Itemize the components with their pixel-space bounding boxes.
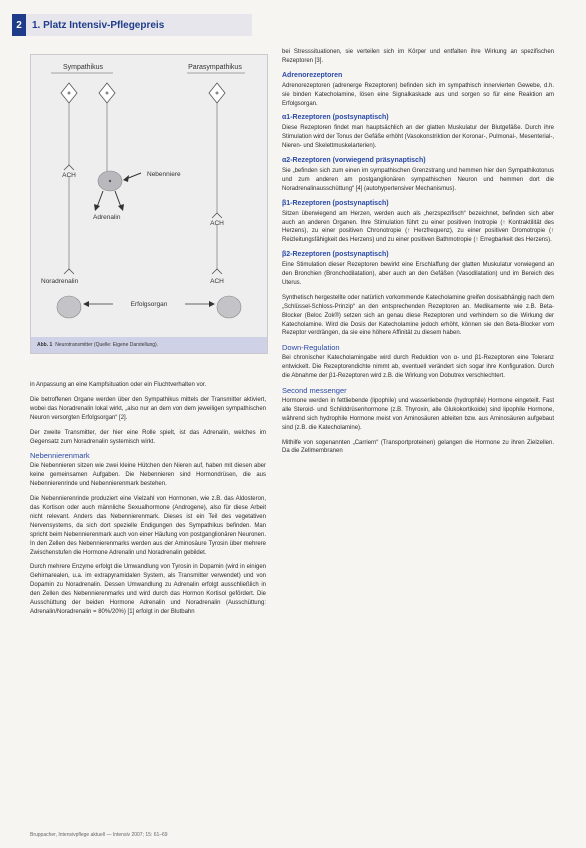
paragraph: bei Stresssituationen, sie verteilen sich im Körper und entfalten ihre Wirkung an spezifischen Rezeptoren [3].	[282, 49, 554, 64]
label-ach-1: ACH	[62, 172, 76, 179]
effector-organ-right	[217, 296, 241, 318]
caption-text: Neurotransmitter (Quelle: Eigene Darstellung).	[55, 342, 159, 348]
paragraph: Die Nebennieren sitzen wie zwei kleine Hütchen den Nieren auf, haben mit diesen aber keine gemeinsamen Aufgaben. Die Nebennieren sind Hormondrüsen, die aus Nebennierenrinde und Nebennierenmark bestehen.	[30, 463, 266, 488]
figure-neurotransmitter	[30, 54, 268, 354]
paragraph: Hormone werden in fettliebende (lipophile) und wasserliebende (hydrophile) Hormone eingeteilt. Fast alle Steroid- und Schilddrüsenhormone (z.B. Thyroxin, alle Glukokortikoide) sind lipophile Hormone, während sich hydrophile Hormone meist von Aminosäuren ableiten bzw. aus Aminosäuren aufgebaut sind (z.B. die Katecholamine).	[282, 397, 554, 431]
paragraph: in Anpassung an eine Kampfsituation oder ein Fluchtverhalten vor.	[30, 382, 207, 388]
label-noradrenalin: Noradrenalin	[41, 278, 79, 285]
paragraph: Synthetisch hergestellte oder natürlich vorkommende Katecholamine greifen dosisabhängig nach dem „Schlüssel-Schloss-Prinzip“ an den entsprechenden Rezeptoren an. Medikamente wie z.B. Beta-Blocker (Beloc Zok®) setzen sich an genau diese Rezeptoren und verhindern so die Wirkung der Katecholamine. Wird die Dosis der Katecholamine jedoch erhöht, können sie den Beta-Blocker vom Rezeptor verdrängen, da sie eine höhere Affinität zu diesem haben.	[282, 294, 554, 337]
figure-diagram	[31, 55, 267, 353]
paragraph: Bei chronischer Katecholamingabe wird durch Reduktion von α- und β1-Rezeptoren eine Toleranz entwickelt. Die Rezeptorendichte nimmt ab, eventuell verändert sich sogar ihre Konfiguration. Durch die Abnahme der β1-Rezeptoren wird z.B. die Wirkung von Dobutrex verschlechtert.	[282, 355, 554, 380]
paragraph: Sie „befinden sich zum einen im sympathischen Grenzstrang und hemmen hier den Sympathikotonus und zum anderen am postganglionären sympathischen Neuron und hemmen dort die Noradrenalinausschüttung“ [4] (autohypertensiver Mechanismus).	[282, 167, 554, 192]
section-heading: Adrenorezeptoren	[282, 71, 343, 79]
label-ach-2: ACH	[210, 220, 224, 227]
paragraph: Mithilfe von sogenannten „Carriern“ (Transportproteinen) gelangen die Hormone zu ihren Zielzellen. Da die Zellmembranen	[282, 439, 554, 455]
section-heading: β2-Rezeptoren (postsynaptisch)	[282, 251, 389, 259]
section-heading: β1-Rezeptoren (postsynaptisch)	[282, 199, 389, 207]
section-heading: α1-Rezeptoren (postsynaptisch)	[282, 114, 389, 122]
paragraph: Adrenorezeptoren (adrenerge Rezeptoren) befinden sich im sympathisch innervierten Gewebe, d.h. sie binden Katecholamine, lösen eine Signalkaskade aus und sorgen so für eine Reaktion am Erfolgsorgan.	[282, 82, 554, 107]
section-heading: Down-Regulation	[282, 343, 340, 353]
label-erfolgsorgan: Erfolgsorgan	[130, 301, 168, 308]
page-footer: Bruppacher, Intensivpflege aktuell — Intensiv 2007; 15: 61–69	[30, 832, 168, 838]
paragraph: Die betroffenen Organe werden über den Sympathikus mittels der Transmitter aktiviert, wobei das Noradrenalin lokal wirkt, „also nur an dem von dem jeweiligen sympathischen Neuron versorgten Erfolgsorgan“ [2].	[30, 396, 266, 421]
label-adrenalin: Adrenalin	[93, 214, 121, 221]
section-heading: α2-Rezeptoren (vorwiegend präsynaptisch)	[282, 157, 426, 165]
effector-organ-left	[57, 296, 81, 318]
paragraph: Diese Rezeptoren findet man hauptsächlich an der glatten Muskulatur der Blutgefäße. Durch ihre Stimulation wird der Tonus der Gefäße erhöht (Vasokonstriktion der Koronar-, Pulmonal-, Mesenterial-, Nieren- und Skelettmuskelarterien).	[282, 125, 554, 150]
section-heading: Nebennierenmark	[30, 451, 90, 461]
page-number: 2	[12, 14, 26, 36]
running-title: 1. Platz Intensiv-Pflegepreis	[32, 19, 165, 31]
caption-label: Abb. 1	[37, 342, 53, 348]
right-column	[282, 48, 554, 462]
label-sympathikus: Sympathikus	[62, 64, 104, 71]
left-column	[30, 381, 266, 623]
label-parasympathikus: Parasympathikus	[188, 64, 242, 71]
label-ach-3: ACH	[210, 278, 224, 285]
section-heading: Second messenger	[282, 386, 347, 395]
paragraph: Sitzen überwiegend am Herzen, werden auch als „herzspezifisch“ bezeichnet, befinden sich aber auch an anderen Organen. Ihre Stimulation führt zu einer positiven Inotropie (↑ Kontraktilität des Herzens), zu einer positiven Chronotropie (↑ Herzfrequenz), zu einer positiven Dromotropie (↑ Reizleitungsfähigkeit des Herzens) und zu einer positiven Bathmotropie (↑ Erregbarkeit des Herzens).	[282, 210, 554, 244]
figure-caption	[31, 337, 267, 353]
paragraph: Der zweite Transmitter, der hier eine Rolle spielt, ist das Adrenalin, welches im Gegensatz zum Noradrenalin systemisch wirkt.	[30, 429, 266, 445]
paragraph: Eine Stimulation dieser Rezeptoren bewirkt eine Erschlaffung der glatten Muskulatur vorwiegend an den Bronchien (Bronchodilatation), aber auch an den Gefäßen (Vasodilatation) und im Bereich des Uterus.	[282, 262, 554, 286]
paragraph: Die Nebennierenrinde produziert eine Vielzahl von Hormonen, wie z.B. das Aldosteron, das Kortison oder auch männliche Sexualhormone (Androgene), also für diese Arbeit nicht relevant. Anders das Nebennierenmark. Dieses ist ein Teil des vegetativen Nervensystems, da sich dort spezielle Endigungen des Sympathikus befinden. Man spricht beim Nebennierenmark auch von einer Häufung von postganglionären Neuronen. In den Zellen des Nebennierenmarks werden aus der Aminosäure Tyrosin über mehrere Zwischenstufen die Hormone Adrenalin und Noradrenalin gebildet.	[30, 496, 266, 556]
paragraph: Durch mehrere Enzyme erfolgt die Umwandlung von Tyrosin in Dopamin (wird in einigen Gehirnarealen, u.a. im extrapyramidalen System, als Transmitter verwendet) und von Dopamin zu Noradrenalin. Dessen Umwandlung zu Adrenalin erfolgt ausschließlich in den Zellen des Nebennierenmarks und wird durch das Hormon Kortisol gefördert. Die Ausschüttung der beiden Hormone Adrenalin und Noradrenalin (Ausschüttung: Adrenalin/Noradrenalin = 80%/20%) [1] erfolgt in der Blutbahn	[30, 564, 266, 615]
label-nebenniere: Nebenniere	[147, 171, 181, 178]
page-header	[12, 14, 252, 36]
